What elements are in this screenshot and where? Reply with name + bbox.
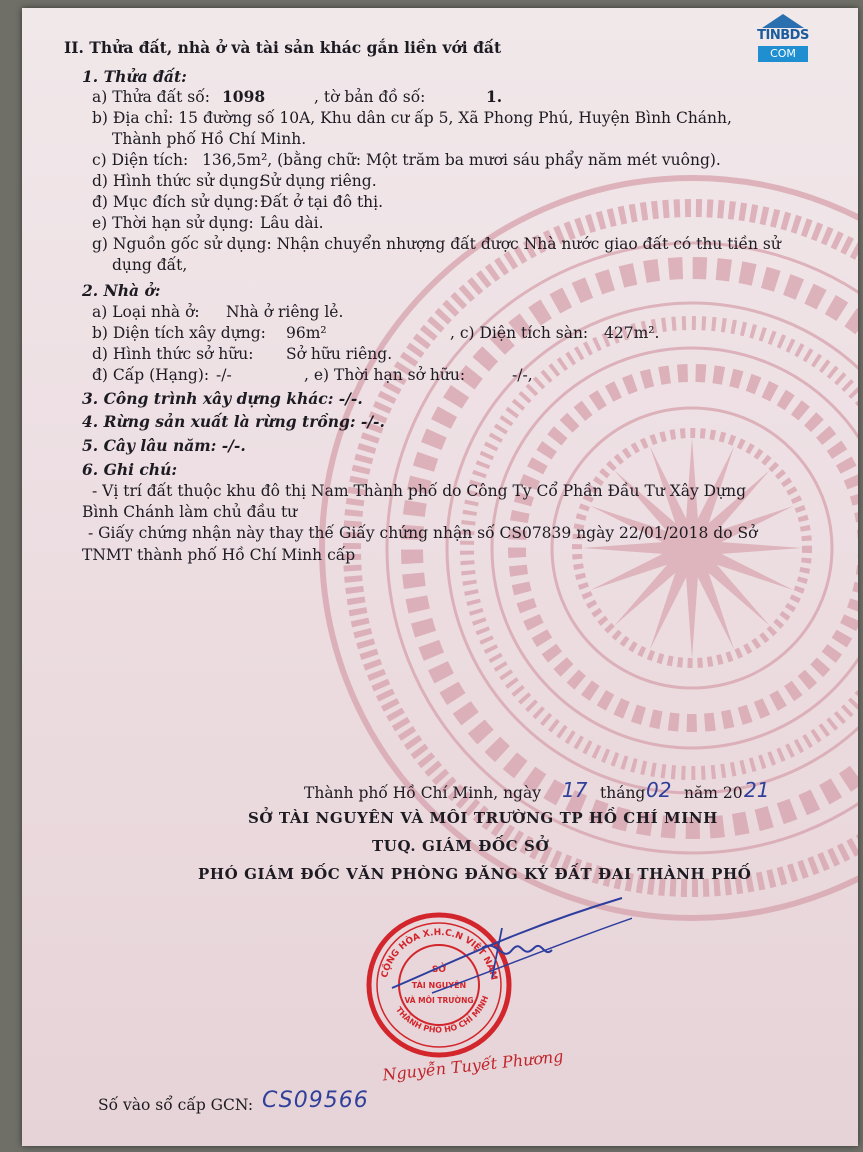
other-works: 3. Công trình xây dựng khác: -/-. — [82, 389, 363, 408]
signing-place-date: Thành phố Hồ Chí Minh, ngày — [304, 784, 541, 802]
land-use-form-label: d) Hình thức sử dụng: — [92, 172, 264, 190]
watermark-line1: TINBDS — [757, 28, 809, 43]
land-term-label: e) Thời hạn sử dụng: — [92, 214, 254, 232]
watermark-line2: COM — [758, 46, 808, 62]
house-ownership-value: Sở hữu riêng. — [286, 345, 393, 363]
signing-year: 21 — [744, 778, 770, 802]
notes-heading: 6. Ghi chú: — [82, 460, 178, 479]
land-area-label: c) Diện tích: — [92, 151, 189, 169]
signing-month-label: tháng — [600, 784, 646, 802]
land-origin-line1: g) Nguồn gốc sử dụng: Nhận chuyển nhượng đất được Nhà nước giao đất có thu tiền sử — [92, 235, 781, 253]
handwritten-signature — [372, 888, 632, 998]
house-type-label: a) Loại nhà ở: — [92, 303, 200, 321]
seal-center-line2: TÀI NGUYÊN — [411, 981, 467, 990]
seal-outer-text: CỘNG HÒA X.H.C.N VIỆT NAM — [380, 927, 499, 982]
seal-bottom-text: THÀNH PHỐ HỒ CHÍ MINH — [394, 994, 491, 1035]
house-type-value: Nhà ở riêng lẻ. — [226, 303, 344, 321]
land-use-form-value: Sử dụng riêng. — [260, 172, 377, 190]
authorization-line: TUQ. GIÁM ĐỐC SỞ — [372, 837, 550, 855]
land-purpose-value: Đất ở tại đô thị. — [260, 193, 384, 211]
house-icon — [762, 14, 804, 28]
section-title: II. Thửa đất, nhà ở và tài sản khác gắn liền với đất — [64, 38, 502, 57]
house-floor-area-label: , c) Diện tích sàn: — [450, 324, 589, 342]
house-grade-label: đ) Cấp (Hạng): — [92, 366, 210, 384]
land-address-line2: Thành phố Hồ Chí Minh. — [112, 130, 307, 148]
house-floor-area-value: 427m². — [604, 324, 660, 342]
land-parcel-label: a) Thửa đất số: — [92, 88, 210, 106]
certificate-page — [22, 8, 858, 1146]
land-origin-line2: dụng đất, — [112, 256, 188, 274]
registry-label: Số vào sổ cấp GCN: — [98, 1096, 254, 1114]
registry-number: CS09566 — [262, 1088, 369, 1113]
land-map-label: , tờ bản đồ số: — [314, 88, 426, 106]
signer-name: Nguyễn Tuyết Phương — [381, 1046, 565, 1085]
perennial-trees: 5. Cây lâu năm: -/-. — [82, 436, 246, 455]
house-term-label: , e) Thời hạn sở hữu: — [304, 366, 466, 384]
deputy-title: PHÓ GIÁM ĐỐC VĂN PHÒNG ĐĂNG KÝ ĐẤT ĐAI THÀNH PHỐ — [198, 865, 752, 883]
land-purpose-label: đ) Mục đích sử dụng: — [92, 193, 259, 211]
agency-name: SỞ TÀI NGUYÊN VÀ MÔI TRƯỜNG TP HỒ CHÍ MINH — [248, 809, 718, 827]
land-area-value: 136,5m², (bằng chữ: Một trăm ba mươi sáu phẩy năm mét vuông). — [202, 151, 721, 169]
seal-center-line3: VÀ MÔI TRƯỜNG — [404, 996, 474, 1005]
drum-star — [582, 438, 802, 658]
signing-day: 17 — [562, 778, 588, 802]
house-build-area-label: b) Diện tích xây dựng: — [92, 324, 266, 342]
signing-month: 02 — [646, 778, 672, 802]
house-ownership-label: d) Hình thức sở hữu: — [92, 345, 254, 363]
land-address-line1: b) Địa chỉ: 15 đường số 10A, Khu dân cư ấp 5, Xã Phong Phú, Huyện Bình Chánh, — [92, 109, 732, 127]
house-build-area-value: 96m² — [286, 324, 327, 342]
land-parcel-value: 1098 — [222, 87, 266, 106]
land-term-value: Lâu dài. — [260, 214, 324, 232]
signing-year-label: năm 20 — [684, 784, 743, 802]
land-heading: 1. Thửa đất: — [82, 67, 187, 86]
notes-line3: - Giấy chứng nhận này thay thế Giấy chứng nhận số CS07839 ngày 22/01/2018 do Sở — [88, 524, 758, 542]
notes-line2: Bình Chánh làm chủ đầu tư — [82, 503, 298, 521]
house-heading: 2. Nhà ở: — [82, 281, 161, 300]
production-forest: 4. Rừng sản xuất là rừng trồng: -/-. — [82, 412, 385, 431]
seal-center-line1: SỞ — [431, 965, 447, 975]
house-term-value: -/-, — [512, 366, 533, 384]
house-grade-value: -/- — [216, 366, 232, 384]
land-map-value: 1. — [486, 87, 503, 106]
site-watermark-logo — [752, 14, 814, 68]
notes-line1: - Vị trí đất thuộc khu đô thị Nam Thành phố do Công Ty Cổ Phần Đầu Tư Xây Dựng — [92, 482, 746, 500]
notes-line4: TNMT thành phố Hồ Chí Minh cấp — [82, 546, 356, 564]
